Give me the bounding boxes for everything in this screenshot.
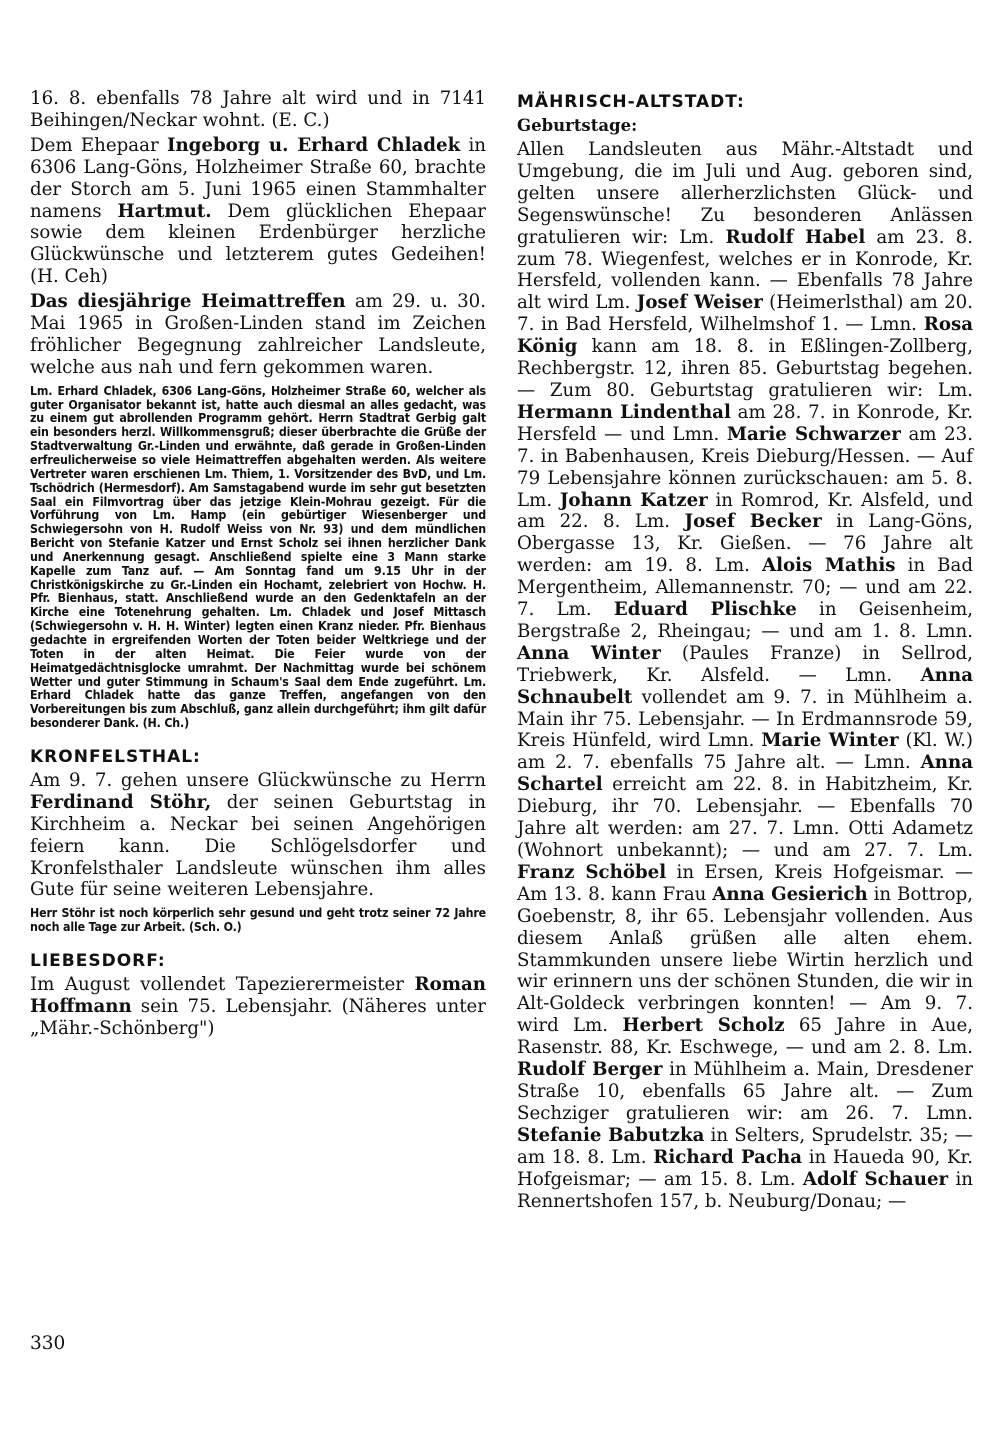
birthday-name: Anna Schnaubelt bbox=[517, 664, 973, 708]
birthday-name: Josef Becker bbox=[684, 511, 822, 533]
birthday-name: Rosa König bbox=[517, 314, 973, 358]
birthday-name: Rudolf Habel bbox=[725, 226, 866, 248]
name-hartmut: Hartmut. bbox=[117, 200, 212, 222]
birthday-text: in Ersen, Kreis Hofgeismar. — Am 13. 8. kann Frau bbox=[517, 861, 974, 905]
birthday-text: 65 Jahre in Aue, Rasenstr. 88, Kr. Eschwege, — und am 2. 8. Lm. bbox=[517, 1015, 974, 1059]
birthday-name: Franz Schöbel bbox=[517, 861, 667, 883]
birthday-text: vollendet am 9. 7. in Mühlheim a. Main ihr 75. Lebensjahr. — In Erdmannsrode 59, Kreis Hünfeld, wird Lmn. bbox=[517, 686, 973, 752]
paragraph-continuation: 16. 8. ebenfalls 78 Jahre alt wird und in 7141 Beihingen/Neckar wohnt. (E. C.) bbox=[30, 88, 486, 131]
birthday-name: Anna Gesierich bbox=[712, 883, 868, 905]
birthday-text: in Mühlheim a. Main, Dresdener Straße 10, ebenfalls 65 Jahre alt. — Zum Sechziger gratulieren wir: am 26. 7. Lmn. bbox=[517, 1059, 973, 1124]
birthday-text: in Romrod, Kr. Alsfeld, und am 22. 8. Lm. bbox=[517, 489, 973, 533]
birthday-text: in Haueda 90, Kr. Hofgeismar; — am 15. 8. Lm. bbox=[517, 1146, 973, 1190]
birthday-text: in Geisenheim, Bergstraße 2, Rheingau; — und am 1. 8. Lmn. bbox=[517, 599, 973, 642]
birthday-text: (Kl. W.) am 2. 7. ebenfalls 75 Jahre alt. — Lmn. bbox=[517, 730, 973, 774]
birthday-name: Stefanie Babutzka bbox=[517, 1124, 705, 1146]
birthday-text: am 23. 7. in Babenhausen, Kreis Dieburg/Hessen. — Auf 79 Lebensjahre können zurückschauen: am 5. 8. Lm. bbox=[517, 423, 973, 511]
birthday-name: Johann Katzer bbox=[559, 489, 708, 511]
birthday-name: Richard Pacha bbox=[653, 1146, 802, 1168]
birthday-name: Anna Schartel bbox=[517, 752, 973, 796]
birthday-text: (Paules Franze) in Sellrod, Triebwerk, Kr. Alsfeld. — Lmn. bbox=[517, 642, 973, 686]
birthday-text: in Bottrop, Goebenstr, 8, ihr 65. Lebensjahr vollenden. Aus diesem Anlaß grüßen alle alten ehem. Stammkunden unsere liebe Wirtin herzlich und wir erinnern uns der schönen Stunden, die wir in Alt-Goldeck verbringen konnten! — Am 9. 7. wird Lm. bbox=[517, 883, 973, 1037]
birthday-name: Herbert Scholz bbox=[622, 1015, 785, 1037]
paragraph-chladek-birth: Dem Ehepaar Ingeborg u. Erhard Chladek in 6306 Lang-Göns, Holzheimer Straße 60, brachte der Storch am 5. Juni 1965 einen Stammhalter namens Hartmut. Dem glücklichen Ehepaar sowie dem kleinen Erdenbürger herzliche Glückwünsche und letzterem gutes Gedeihen! (H. Ceh) bbox=[30, 134, 486, 288]
birthday-text: (Heimerlsthal) am 20. 7. in Bad Hersfeld, Wilhelmshof 1. — Lmn. bbox=[517, 292, 973, 336]
birthday-name: Marie Schwarzer bbox=[726, 423, 901, 445]
birthday-name: Marie Winter bbox=[761, 730, 899, 752]
birthday-text: in Rennertshofen 157, b. Neuburg/Donau; — bbox=[517, 1168, 974, 1212]
birthday-text: in Bad Mergentheim, Allemannenstr. 70; — und am 22. 7. Lm. bbox=[517, 555, 974, 621]
section-heading-kronfelsthal: KRONFELSTHAL: bbox=[30, 746, 201, 767]
birthday-name: Hermann Lindenthal bbox=[517, 401, 731, 423]
birthday-name: Alois Mathis bbox=[761, 555, 896, 577]
page-number: 330 bbox=[30, 1333, 66, 1354]
subheading-geburtstage: Geburtstage: bbox=[517, 116, 638, 135]
section-heading-liebesdorf: LIEBESDORF: bbox=[30, 951, 166, 971]
birthday-name: Josef Weiser bbox=[636, 292, 763, 314]
paragraph-kronfelsthal-note: Herr Stöhr ist noch körperlich sehr gesund und geht trotz seiner 72 Jahre noch alle Tage zur Arbeit. (Sch. O.) bbox=[30, 906, 486, 935]
birthday-text: in Lang-Göns, Obergasse 13, Kr. Gießen. — 76 Jahre alt werden: am 19. 8. Lm. bbox=[517, 511, 973, 577]
heimattreffen-lead: Das diesjährige Heimattreffen bbox=[30, 291, 346, 313]
paragraph-kronfelsthal: Am 9. 7. gehen unsere Glückwünsche zu Herrn Ferdinand Stöhr, der seinen Geburtstag in Kirchheim a. Neckar bei seinen Angehörigen feiern kann. Die Schlögelsdorfer und Kronfelsthaler Landsleute wünschen ihm alles Gute für seine weiteren Lebensjahre. bbox=[30, 769, 487, 901]
birthday-text: am 23. 8. zum 78. Wiegenfest, welches er in Konrode, Kr. Hersfeld, vollenden kann. — Ebenfalls 78 Jahre alt wird Lm. bbox=[517, 226, 973, 314]
birthday-name: Rudolf Berger bbox=[517, 1059, 663, 1081]
section-heading-maehrisch-altstadt: MÄHRISCH-ALTSTADT: bbox=[517, 92, 745, 112]
birthday-text: in Selters, Sprudelstr. 35; — am 18. 8. Lm. bbox=[517, 1124, 973, 1168]
paragraph-heimattreffen: Das diesjährige Heimattreffen am 29. u. 30. Mai 1965 in Großen-Linden stand im Zeichen fröhlicher Begegnung zahlreicher Landsleute, welche aus nah und fern gekommen waren. bbox=[30, 291, 487, 378]
birthday-name: Adolf Schauer bbox=[802, 1168, 949, 1190]
name-ferdinand-stoehr: Ferdinand Stöhr, bbox=[30, 791, 212, 813]
birthday-name: Anna Winter bbox=[517, 642, 661, 664]
paragraph-heimattreffen-report: Lm. Erhard Chladek, 6306 Lang-Göns, Holzheimer Straße 60, welcher als guter Organisator bekannt ist, hatte auch diesmal an alles gedacht, was zu einem gut abrollenden Programm gehört. Herrn Stadtrat Gerbig galt ein besonders herzl. Willkommensgruß; dieser überbrachte die Grüße der Stadtverwaltung Gr.-Linden und erwähnte, daß gerade in Großen-Linden erfreulicherweise so viele Heimattreffen abgehalten werden. Als weitere Vertreter waren erschienen Lm. Thiem, 1. Vorsitzender des BvD, und Lm. Tschödrich (Hermesdorf). Am Samstagabend wurde im sehr gut besetzten Saal ein Filmvortrag über das jetzige Klein-Mohrau gezeigt. Für die Vorführung von Lm. Hamp (ein gebürtiger Wiesenberger und Schwiegersohn von H. Rudolf Weiss von Nr. 93) und dem mündlichen Bericht von Stefanie Katzer und Ernst Scholz sei ihnen herzlicher Dank und Anerkennung gesagt. Anschließend spielte eine 3 Mann starke Kapelle zum Tanz auf. — Am Sonntag fand um 9.15 Uhr in der Christkönigskirche zu Gr.-Linden ein Hochamt, zelebriert von Hochw. H. Pfr. Bienhaus, statt. Anschließend wurde an den Gedenktafeln an der Kirche eine Totenehrung gehalten. Lm. Chladek und Josef Mittasch (Schwiegersohn v. H. H. Winter) legten einen Kranz nieder. Pfr. Bienhaus gedachte in ergreifenden Worten der Toten beider Weltkriege und der Toten in der alten Heimat. Die Feier wurde von der Heimatgedächtnisglocke umrahmt. Der Nachmittag wurde bei schönem Wetter und guter Stimmung in Schaum's Saal dem Ende zugeführt. Lm. Erhard Chladek hatte das ganze Treffen, angefangen von den Vorbereitungen bis zum Abschluß, ganz allein durchgeführt; ihm gilt dafür besonderer Dank. (H. Ch.) bbox=[30, 383, 486, 731]
right-column bbox=[517, 88, 973, 1212]
birthday-text: Allen Landsleuten aus Mähr.-Altstadt und Umgebung, die im Juli und Aug. geboren sind, gelten unsere allerherzlichsten Glück- und Segenswünsche! Zu besonderen Anlässen gratulieren wir: Lm. bbox=[517, 139, 973, 248]
birthday-text: am 28. 7. in Konrode, Kr. Hersfeld — und Lmn. bbox=[517, 401, 973, 445]
name-ingeborg-erhard-chladek: Ingeborg u. Erhard Chladek bbox=[166, 134, 461, 156]
birthday-name: Eduard Plischke bbox=[613, 599, 797, 621]
paragraph-liebesdorf: Im August vollendet Tapezierermeister Roman Hoffmann sein 75. Lebensjahr. (Näheres unter „Mähr.-Schönberg") bbox=[30, 974, 486, 1039]
birthday-text: kann am 18. 8. in Eßlingen-Zollberg, Rechbergstr. 12, ihren 85. Geburtstag begehen. — Zum 80. Geburtstag gratulieren wir: Lm. bbox=[517, 336, 973, 401]
paragraph-birthdays bbox=[517, 139, 973, 1212]
name-roman-hoffmann: Roman Hoffmann bbox=[30, 974, 486, 1017]
birthday-text: erreicht am 22. 8. in Habitzheim, Kr. Dieburg, ihr 70. Lebensjahr. — Ebenfalls 70 Jahre alt werden: am 27. 7. Lmn. Otti Adametz (Wohnort unbekannt); — und am 27. 7. Lm. bbox=[517, 774, 973, 861]
left-column bbox=[30, 88, 486, 1040]
